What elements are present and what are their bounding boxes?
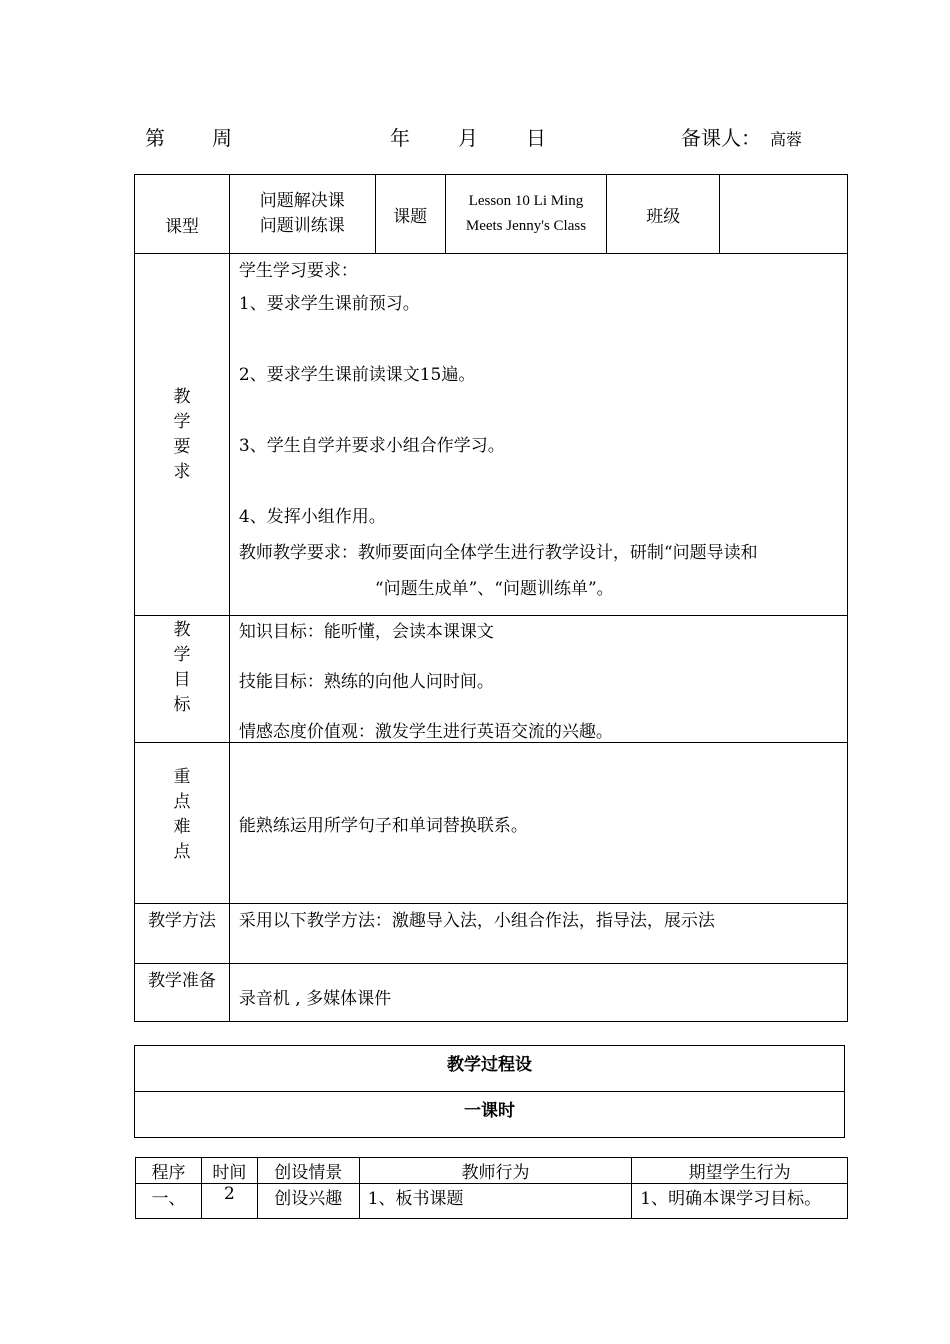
key-points-text: 能熟练运用所学句子和单词替换联系。	[229, 743, 847, 904]
class-value	[720, 175, 848, 254]
process-title-table	[134, 1045, 845, 1138]
goals-label-char: 教	[173, 620, 191, 640]
topic-value	[445, 175, 607, 254]
teacher-requirement-line-1: 教师教学要求：教师要面向全体学生进行教学设计，研制“问题导读和	[238, 543, 758, 563]
requirements-label-char: 要	[173, 436, 191, 457]
goals-label-char: 标	[173, 695, 191, 715]
requirement-item: 3、学生自学并要求小组合作学习。	[238, 436, 505, 456]
year-label: 年	[390, 126, 410, 150]
step-time: 2	[201, 1184, 257, 1219]
process-title-1: 教学过程设	[135, 1046, 845, 1092]
steps-header: 程序	[136, 1158, 202, 1184]
lesson-plan-header	[0, 122, 950, 152]
emotion-goal: 情感态度价值观：激发学生进行英语交流的兴趣。	[238, 722, 613, 742]
course-type-value	[229, 175, 375, 254]
goals-label-char: 目	[173, 670, 191, 690]
table-row	[136, 1184, 848, 1219]
method-label: 教学方法	[135, 904, 230, 964]
author-label: 备课人：	[681, 126, 761, 150]
student-requirements-title: 学生学习要求：	[238, 261, 358, 281]
requirements-label-char: 求	[173, 461, 191, 482]
requirement-item: 2、要求学生课前读课文15遍。	[238, 365, 476, 385]
class-label: 班级	[607, 175, 720, 254]
key-points-label	[135, 743, 230, 904]
teaching-steps-table	[135, 1157, 848, 1219]
step-order: 一、	[136, 1184, 202, 1219]
method-text: 采用以下教学方法：激趣导入法，小组合作法，指导法，展示法	[229, 904, 847, 964]
teacher-requirement-line-2: “问题生成单”、“问题训练单”。	[374, 579, 614, 599]
goals-content	[229, 616, 847, 743]
requirement-item: 4、发挥小组作用。	[238, 507, 386, 527]
process-title-2: 一课时	[135, 1092, 845, 1138]
course-type-value-1: 问题解决课	[259, 191, 345, 211]
key-points-label-char: 重	[173, 767, 191, 787]
day-label: 日	[526, 126, 546, 150]
key-points-label-char: 点	[173, 842, 191, 862]
steps-header: 创设情景	[257, 1158, 359, 1184]
skill-goal: 技能目标：熟练的向他人问时间。	[238, 672, 494, 692]
steps-header: 时间	[201, 1158, 257, 1184]
knowledge-goal: 知识目标：能听懂，会读本课课文	[238, 622, 494, 642]
step-teacher-action: 1、板书课题	[359, 1184, 632, 1219]
course-type-value-2: 问题训练课	[259, 216, 345, 236]
steps-header: 期望学生行为	[632, 1158, 848, 1184]
step-student-action: 1、明确本课学习目标。	[632, 1184, 848, 1219]
requirements-label	[135, 254, 230, 616]
week-prefix: 第	[145, 126, 165, 150]
week-suffix: 周	[212, 126, 232, 150]
author-name: 高蓉	[770, 130, 803, 149]
prep-text: 录音机 , 多媒体课件	[229, 964, 847, 1022]
topic-value-2: Meets Jenny's Class	[465, 218, 587, 234]
goals-label-char: 学	[173, 645, 191, 665]
lesson-info-table	[134, 174, 848, 1022]
requirements-content	[229, 254, 847, 616]
requirements-label-char: 学	[173, 411, 191, 432]
topic-value-1: Lesson 10 Li Ming	[468, 193, 584, 209]
step-scene: 创设兴趣	[257, 1184, 359, 1219]
requirement-item: 1、要求学生课前预习。	[238, 294, 420, 314]
month-label: 月	[458, 126, 478, 150]
requirements-label-char: 教	[173, 386, 191, 407]
key-points-label-char: 点	[173, 792, 191, 812]
key-points-label-char: 难	[173, 817, 191, 837]
course-type-label: 课型	[135, 175, 230, 254]
prep-label: 教学准备	[135, 964, 230, 1022]
steps-header: 教师行为	[359, 1158, 632, 1184]
goals-label	[135, 616, 230, 743]
topic-label: 课题	[375, 175, 445, 254]
